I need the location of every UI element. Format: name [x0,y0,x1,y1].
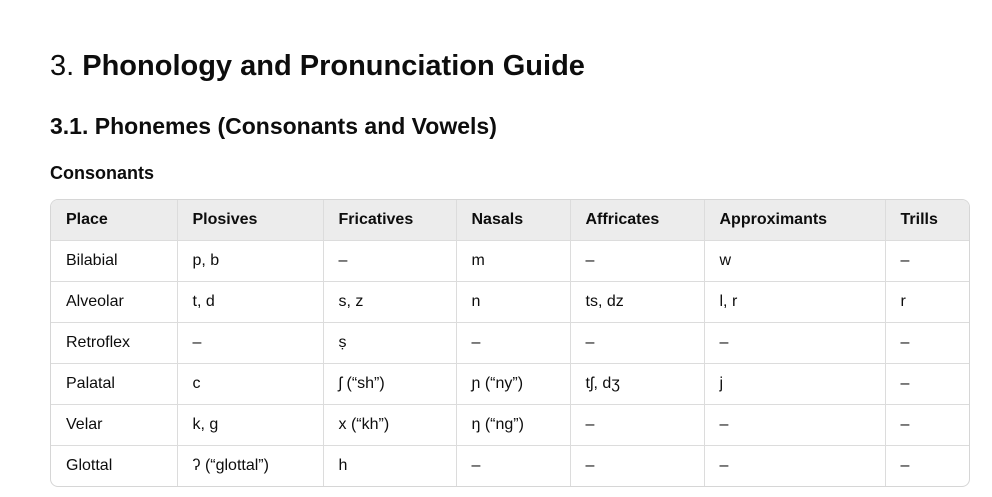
table-cell: n [456,282,570,323]
table-cell: – [177,323,323,364]
table-cell: – [885,323,969,364]
table-row [51,241,969,282]
table-cell: ɲ (“ny”) [456,364,570,405]
consonants-heading: Consonants [50,163,155,183]
table-cell: Glottal [51,446,177,487]
subsection-heading: 3.1. Phonemes (Consonants and Vowels) [50,113,497,139]
table-header-row [51,200,969,241]
table-row [51,282,969,323]
table-cell: x (“kh”) [323,405,456,446]
table-cell: ṣ [323,323,456,364]
table-cell: s, z [323,282,456,323]
consonants-table-container [50,199,970,487]
table-cell: – [900,457,910,474]
table-row [51,405,969,446]
table-cell: ŋ (“ng”) [456,405,570,446]
table-cell: p, b [177,241,323,282]
table-cell: – [704,446,885,487]
table-cell: – [570,241,704,282]
table-cell: – [456,323,570,364]
column-header: Affricates [570,200,704,241]
table-cell: – [456,446,570,487]
column-header: Fricatives [323,200,456,241]
table-cell: r [885,282,969,323]
column-header: Place [51,200,177,241]
table-cell: – [885,405,969,446]
table-cell: – [570,323,704,364]
table-cell: ʔ (“glottal”) [177,446,323,487]
table-row [51,446,969,487]
table-cell: m [456,241,570,282]
table-cell: Bilabial [51,241,177,282]
table-cell: w [704,241,885,282]
column-header: Approximants [704,200,885,241]
table-cell: – [704,323,885,364]
column-header: Nasals [456,200,570,241]
table-cell: – [570,405,704,446]
table-cell: h [323,446,456,487]
table-cell: ʃ (“sh”) [323,364,456,405]
table-cell: Velar [51,405,177,446]
table-cell: Alveolar [51,282,177,323]
column-header: Trills [885,200,969,241]
table-cell: t, d [177,282,323,323]
section-heading [50,44,585,88]
table-cell: – [570,446,704,487]
table-cell: k, g [177,405,323,446]
column-header: Plosives [177,200,323,241]
table-cell: – [704,405,885,446]
table-row [51,364,969,405]
table-cell: Palatal [51,364,177,405]
consonants-table [51,200,969,486]
table-cell: – [885,241,969,282]
section-number: 3. [50,50,75,82]
table-cell: – [885,364,969,405]
table-row [51,323,969,364]
table-cell: tʃ, dʒ [570,364,704,405]
table-cell: Retroflex [51,323,177,364]
table-cell: ts, dz [570,282,704,323]
table-cell: c [177,364,323,405]
section-title: Phonology and Pronunciation Guide [82,50,585,82]
table-cell: – [323,241,456,282]
table-cell: l, r [704,282,885,323]
table-cell: j [704,364,885,405]
